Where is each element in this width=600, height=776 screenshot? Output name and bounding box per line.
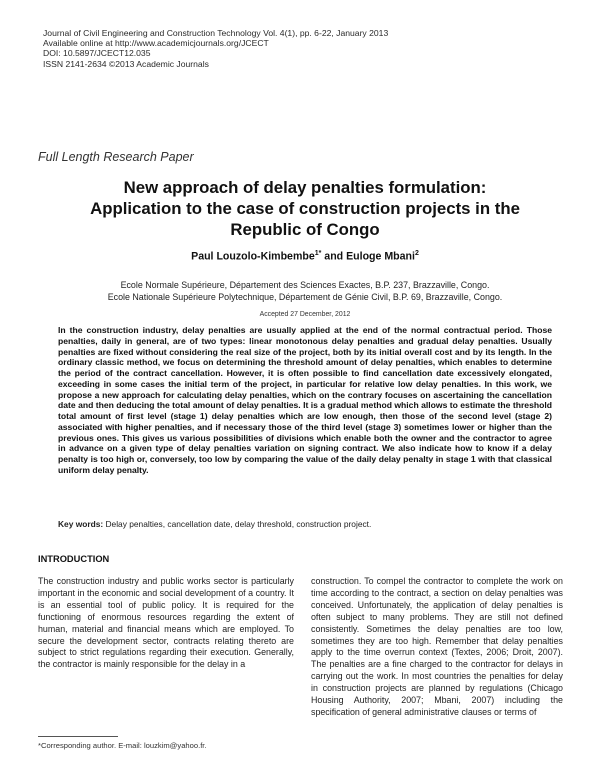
journal-header <box>43 28 563 69</box>
author-1-marker: 1* <box>314 250 322 257</box>
author-2-marker: 2 <box>414 250 419 257</box>
keywords <box>58 519 552 529</box>
paper-title <box>40 177 570 240</box>
title-line-3: Republic of Congo <box>230 220 380 239</box>
journal-url: Available online at http://www.academicjournals.org/JCECT <box>43 38 269 49</box>
journal-citation: Journal of Civil Engineering and Construction Technology Vol. 4(1), pp. 6-22, January 2013 <box>43 28 389 38</box>
title-line-1: New approach of delay penalties formulation: <box>123 178 487 197</box>
keywords-text: Delay penalties, cancellation date, delay threshold, construction project. <box>103 519 372 529</box>
author-list <box>40 250 570 263</box>
affiliation-2: Ecole Nationale Supérieure Polytechnique, Département de Génie Civil, B.P. 69, Brazzaville, Congo. <box>107 292 503 303</box>
affiliation-1: Ecole Normale Supérieure, Département des Sciences Exactes, B.P. 237, Brazzaville, Congo. <box>120 280 490 290</box>
body-column-right: construction. To compel the contractor to complete the work on time according to the contract, a section on delay penalties was conceived. Unfortunately, the application of delay penalties is often subject to many problems. They are still not defined consistently. Sometimes the delay penalties are too low, sometimes they are too high. Remember that delay penalties apply to the time overrun context (Textes, 2006; Droit, 2007). The penalties are a fine charged to the contractor for delays in carrying out the work. In most countries the penalties for delay in construction projects are planned by regulations (Chicago Housing Authority, 2007; Mbani, 2007) including the specification of general administrative clauses or terms of <box>311 576 563 717</box>
author-2: Euloge Mbani <box>346 250 415 263</box>
paper-type: Full Length Research Paper <box>38 150 194 164</box>
corresponding-author-footnote: *Corresponding author. E-mail: louzkim@yahoo.fr. <box>38 741 207 750</box>
abstract: In the construction industry, delay penalties are usually applied at the end of the normal contractual period. Those penalties, daily in general, are of two types: linear monotonous delay penalties and gradual delay penalties. Usually penalties are fixed without considering the real size of the project, both by its initial overall cost and by its length. In the ordinary classic method, we focus on determining the threshold amount of delay penalties, which enables to determine the period of the contract cancellation. However, it is often possible to find cancellation date excessively elongated, exceeding in some cases the initial term of the project, in particular for relative low delay penalties. In this work, we propose a new approach for calculating delay penalties, which on the contrary focuses on ascertaining the cancellation date and then deducing the total amount of delay penalties. It is a gradual method which allows to estimate the threshold total amount of first level (stage 1) delay penalties which are low enough, then those of the second level (stage 2) associated with higher penalties, and if necessary those of the third level (stage 3) sometimes lower or higher than the previous ones. This gives us various possibilities of divisions which enable both the owner and the contractor to agree in advance on a given type of delay penalties variation on signing contract. We also indicate how to know if a delay penalty is too high or, conversely, too low by comparing the value of the daily delay penalty in stage 1 with that classical uniform delay penalty. <box>58 325 552 475</box>
journal-doi: DOI: 10.5897/JCECT12.035 <box>43 48 151 59</box>
author-connector: and <box>321 250 347 263</box>
title-line-2: Application to the case of construction projects in the <box>90 199 520 218</box>
author-1: Paul Louzolo-Kimbembe <box>191 250 315 263</box>
journal-issn: ISSN 2141-2634 ©2013 Academic Journals <box>43 58 209 69</box>
accepted-date: Accepted 27 December, 2012 <box>259 311 351 318</box>
affiliations <box>40 279 570 303</box>
footnote-divider <box>38 736 118 737</box>
section-heading-introduction: INTRODUCTION <box>38 554 110 564</box>
keywords-label: Key words: <box>58 519 104 529</box>
body-column-left: The construction industry and public works sector is particularly important in the economic and social development of a country. It is an essential tool of public policy. It is required for the functioning of enormous resources regarding the extent of human, material and financial means which are employed. To secure the development sector, contracts relating thereto are subject to strict regulations regarding their execution. Generally, the contractor is mainly responsible for the delay in a <box>38 576 294 670</box>
